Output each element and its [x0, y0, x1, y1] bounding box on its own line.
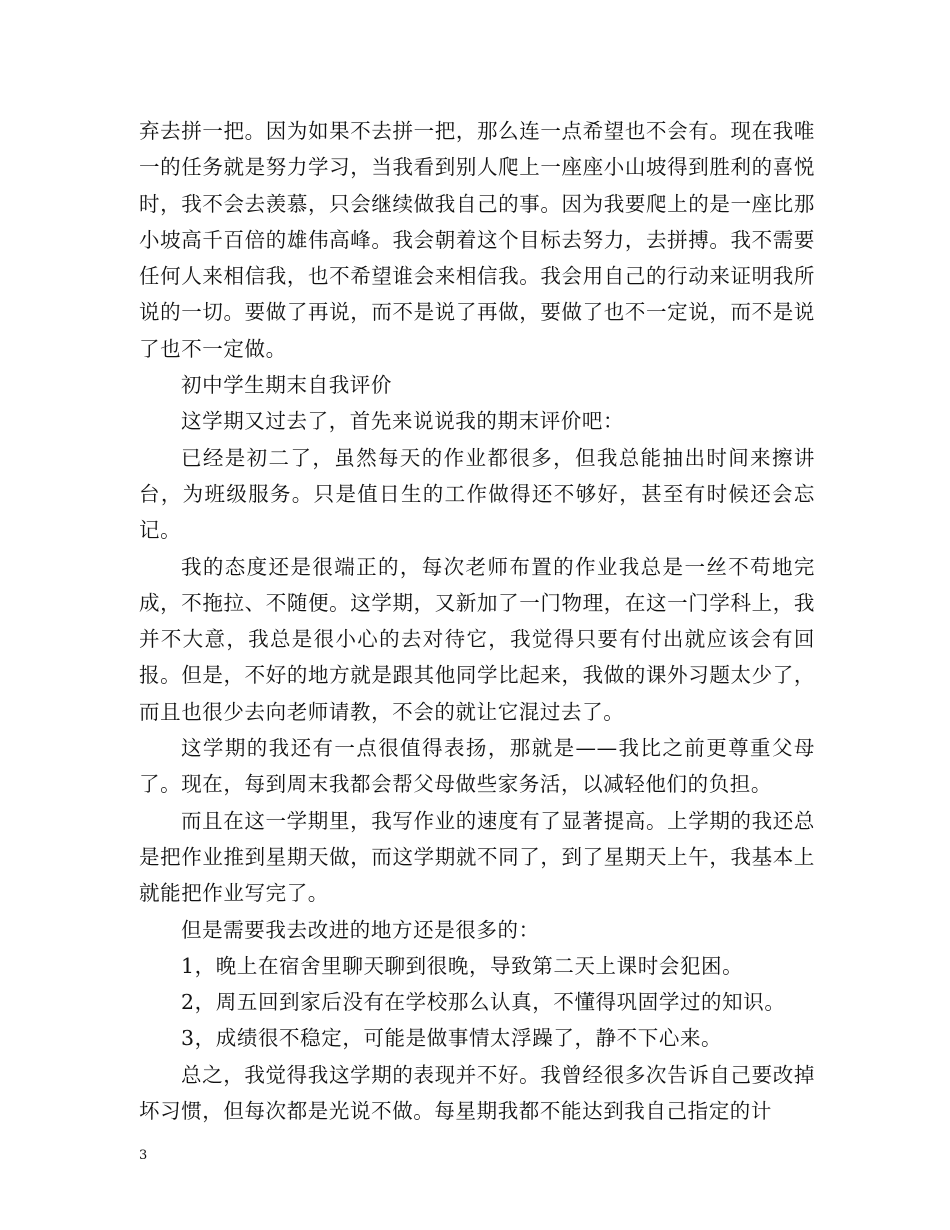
paragraph-improvements-heading: 但是需要我去改进的地方还是很多的： [181, 917, 540, 942]
page-number: 3 [139, 1148, 148, 1163]
paragraph-continuation: 弃去拼一把。因为如果不去拼一把，那么连一点希望也不会有。现在我唯一的任务就是努力学习，当我看到别人爬上一座座小山坡得到胜利的喜悦时，我不会去羡慕，只会继续做我自己的事。因为我要爬上的是一座比那小坡高千百倍的雄伟高峰。我会朝着这个目标去努力，去拼搏。我不需要任何人来相信我，也不希望谁会来相信我。我会用自己的行动来证明我所说的一切。要做了再说，而不是说了再做，要做了也不一定说，而不是说了也不一定做。 [139, 119, 815, 361]
list-item-3: 3，成绩很不稳定，可能是做事情太浮躁了，静不下心来。 [181, 1026, 723, 1051]
list-item-2: 2，周五回到家后没有在学校那么认真，不懂得巩固学过的知识。 [181, 990, 786, 1015]
paragraph-class-duty: 已经是初二了，虽然每天的作业都很多，但我总能抽出时间来擦讲台，为班级服务。只是值日生的工作做得还不够好，甚至有时候还会忘记。 [139, 445, 815, 543]
document-body [139, 113, 815, 1129]
essay-title: 初中学生期末自我评价 [181, 373, 392, 398]
paragraph-homework-speed: 而且在这一学期里，我写作业的速度有了显著提高。上学期的我还总是把作业推到星期天做，而这学期就不同了，到了星期天上午，我基本上就能把作业写完了。 [139, 808, 815, 906]
paragraph-conclusion: 总之，我觉得我这学期的表现并不好。我曾经很多次告诉自己要改掉坏习惯，但每次都是光说不做。每星期我都不能达到我自己指定的计 [139, 1062, 815, 1124]
list-item-1: 1，晚上在宿舍里聊天聊到很晚，导致第二天上课时会犯困。 [181, 953, 744, 978]
paragraph-respect-parents: 这学期的我还有一点很值得表扬，那就是——我比之前更尊重父母了。现在，每到周末我都会帮父母做些家务活，以减轻他们的负担。 [139, 736, 815, 797]
paragraph-intro: 这学期又过去了，首先来说说我的期末评价吧： [181, 409, 625, 434]
paragraph-attitude: 我的态度还是很端正的，每次老师布置的作业我总是一丝不苟地完成，不拖拉、不随便。这学期，又新加了一门物理，在这一门学科上，我并不大意，我总是很小心的去对待它，我觉得只要有付出就应该会有回报。但是，不好的地方就是跟其他同学比起来，我做的课外习题太少了，而且也很少去向老师请教，不会的就让它混过去了。 [139, 554, 815, 724]
